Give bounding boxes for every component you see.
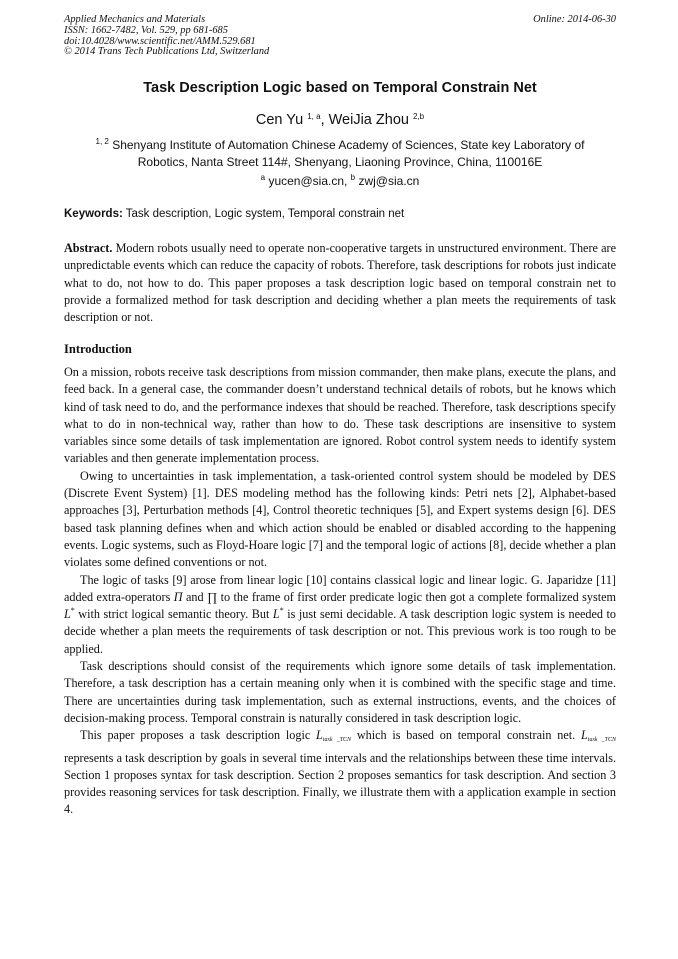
author-line: [64, 112, 616, 128]
paper-title: Task Description Logic based on Temporal Constrain Net: [143, 80, 537, 96]
email-a-sup: a: [260, 173, 266, 182]
abstract-text: Modern robots usually need to operate non-cooperative targets in unstructured environment. There are unpredictable events which can reduce the capacity of robots. Therefore, task descriptions for robots just indicate what to do, not how to do. This paper proposes a task description logic based on temporal constrain net to provide a formalized method for task description and deciding whether a plan meets the requirements of task description or not.: [64, 241, 616, 325]
journal-header: [64, 15, 616, 58]
email-b-sup: b: [350, 173, 356, 182]
keywords-label: Keywords:: [64, 208, 123, 220]
doi-line: doi:10.4028/www.scientific.net/AMM.529.681: [64, 35, 256, 47]
logic-l-symbol-2: L: [581, 728, 588, 743]
intro-paragraph-3: [64, 572, 616, 658]
email-a: yucen@sia.cn,: [265, 174, 351, 188]
p3-part-e: is just semi decidable. A task description logic system is needed to decide whether a plan meets the requirements of task description or not. This previous work is too rough to be applied.: [64, 607, 616, 656]
system-l-star-2: *: [279, 606, 284, 616]
logic-l-subscript: task _TCN: [322, 737, 352, 744]
logic-l-symbol: L: [316, 728, 323, 743]
affiliation-line-1: Shenyang Institute of Automation Chinese Academy of Sciences, State key Laboratory of: [108, 138, 585, 152]
intro-paragraph-1: On a mission, robots receive task descriptions from mission commander, then make plans, execute the plans, and feed back. In a general case, the commander doesn’t understand technical details of robots, but he knows which kind of task need to do, and the performance indexes that should be reached. Therefore, task descriptions specify what to do in non-technical way, rather than how to do. These task descriptions are insensitive to system variables since some details of task implementation are ignored. Robot control system needs to identify system variables and then generate implementation process.: [64, 365, 616, 466]
online-date: Online: 2014-06-30: [533, 14, 616, 25]
author-2-name: WeiJia Zhou: [328, 112, 409, 128]
copyright-line: © 2014 Trans Tech Publications Ltd, Switzerland: [64, 46, 270, 58]
email-b: zwj@sia.cn: [355, 174, 420, 188]
author-1-sup: 1, a: [307, 112, 321, 121]
intro-paragraph-2: Owing to uncertainties in task implementation, a task-oriented control system should be modeled by DES (Discrete Event System) [1]. DES modeling method has the following kinds: Petri nets [2], Alphabet-based approaches [3], Perturbation methods [4], Control theoretic techniques [5], and Expert systems design [6]. DES based task planning defines when and which action should be enabled or disabled according to the happening events. Logic systems, such as Floyd-Hoare logic [7] and the temporal logic of actions [8], decide whether a plan violates some defined conventions or not.: [64, 468, 616, 570]
p5-part-a: This paper proposes a task description logic: [80, 728, 317, 743]
system-l-star: *: [70, 606, 75, 616]
journal-name: Applied Mechanics and Materials: [64, 14, 206, 25]
issn-line: ISSN: 1662-7482, Vol. 529, pp 681-685: [64, 24, 228, 36]
p5-part-b: which is based on temporal constrain net.: [351, 728, 581, 743]
intro-paragraph-4: Task descriptions should consist of the requirements which ignore some details of task implementation. Therefore, a task description has a certain meaning only when it is combined with the specific stage and time. There are uncertainties during task implementation, such as external instructions, events, and the choices of decision-making process. Temporal constrain is naturally considered in task description logic.: [64, 659, 616, 725]
abstract: [64, 240, 616, 326]
affiliation: [64, 137, 616, 171]
p5-part-c: represents a task description by goals in several time intervals and the relationships between these time intervals. Section 1 proposes syntax for task description. Section 2 proposes semantics for task description. And section 3 provides reasoning services for task description. Finally, we illustrate them with a application example in section 4.: [64, 750, 616, 817]
affiliation-sup: 1, 2: [95, 137, 109, 146]
intro-paragraph-5: [64, 727, 616, 818]
author-1-name: Cen Yu: [255, 112, 304, 128]
system-l-2: L: [272, 607, 280, 622]
system-l: L: [64, 607, 71, 622]
author-separator: ,: [320, 112, 329, 128]
section-heading-introduction: Introduction: [64, 342, 132, 356]
author-emails: [64, 174, 616, 188]
logic-l-subscript-2: task _TCN: [587, 737, 617, 744]
introduction-body: [64, 364, 616, 819]
p3-part-a: The logic of tasks [9] arose from linear logic [10] contains classical logic and linear logic. G. Japaridze [11] added extra-operators: [64, 572, 616, 604]
p3-part-c: to the frame of first order predicate logic then got a complete formalized system: [217, 589, 616, 604]
author-2-sup: 2,b: [412, 112, 425, 121]
p3-part-b: and: [182, 589, 208, 604]
abstract-label: Abstract.: [64, 241, 113, 255]
keywords-text: Task description, Logic system, Temporal constrain net: [122, 208, 405, 220]
affiliation-line-2: Robotics, Nanta Street 114#, Shenyang, Liaoning Province, China, 110016E: [137, 155, 543, 169]
p3-part-d: with strict logical semantic theory. But: [74, 607, 273, 622]
operator-prod: ∏: [207, 589, 218, 604]
operator-pi: Π: [173, 589, 183, 604]
keywords: [64, 208, 616, 220]
